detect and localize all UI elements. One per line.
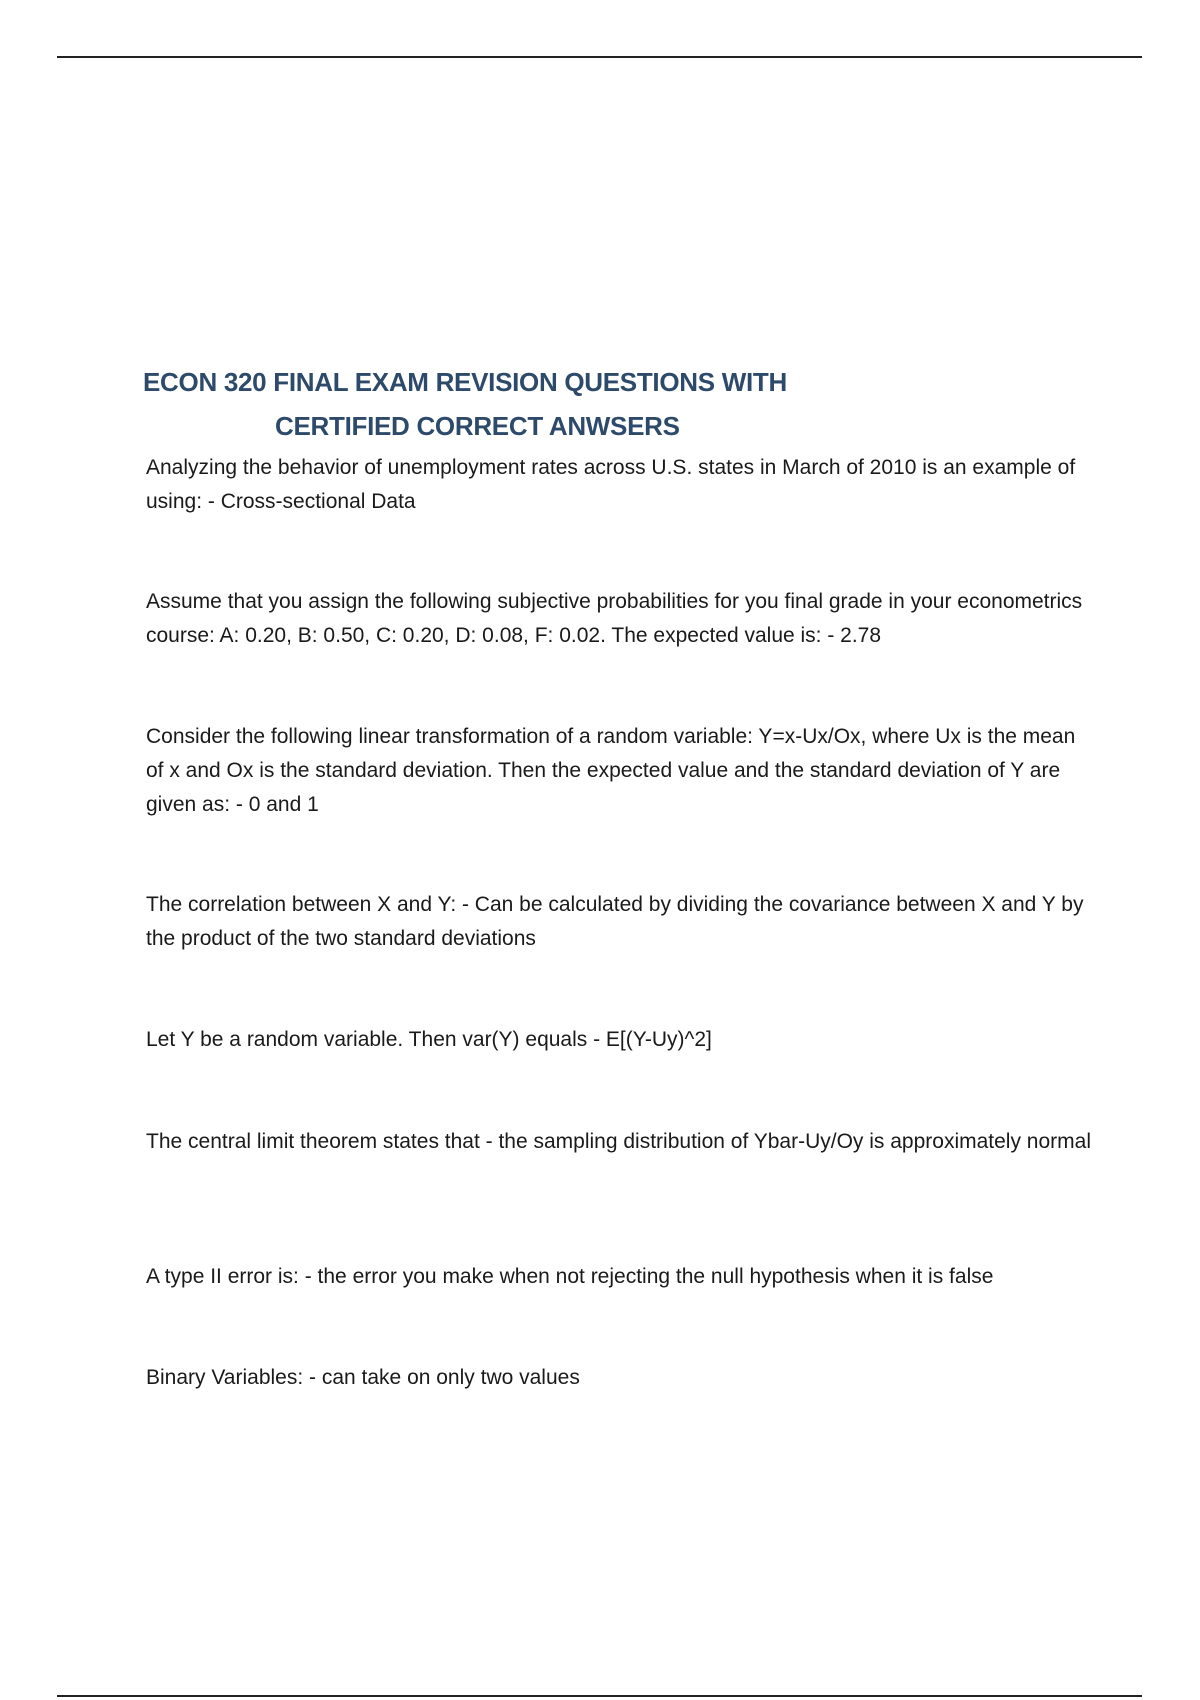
qa-item-2: Assume that you assign the following subjective probabilities for you final grade in your econometrics course: A: 0.20, B: 0.50, C: 0.20, D: 0.08, F: 0.02. The expected value is: - 2.78 xyxy=(146,590,1083,647)
qa-item-8: Binary Variables: - can take on only two values xyxy=(146,1366,580,1389)
qa-item-3: Consider the following linear transformation of a random variable: Y=x-Ux/Ox, where Ux is the mean of x and Ox is the standard deviation. Then the expected value and the standard deviation of Y are given as: - 0 and 1 xyxy=(146,725,1076,816)
qa-item-6: The central limit theorem states that - the sampling distribution of Ybar-Uy/Oy is approximately normal xyxy=(146,1130,1091,1153)
top-rule xyxy=(57,56,1142,58)
bottom-rule xyxy=(57,1695,1142,1697)
qa-item-1: Analyzing the behavior of unemployment rates across U.S. states in March of 2010 is an example of using: - Cross-sectional Data xyxy=(146,456,1076,513)
title-line-2: CERTIFIED CORRECT ANWSERS xyxy=(275,411,680,441)
document-title xyxy=(143,360,1143,448)
title-line-1: ECON 320 FINAL EXAM REVISION QUESTIONS WITH xyxy=(143,367,787,397)
qa-item-4: The correlation between X and Y: - Can be calculated by dividing the covariance between X and Y by the product of the two standard deviations xyxy=(146,893,1084,950)
qa-item-5: Let Y be a random variable. Then var(Y) equals - E[(Y-Uy)^2] xyxy=(146,1028,712,1051)
qa-item-7: A type II error is: - the error you make when not rejecting the null hypothesis when it is false xyxy=(146,1265,994,1288)
